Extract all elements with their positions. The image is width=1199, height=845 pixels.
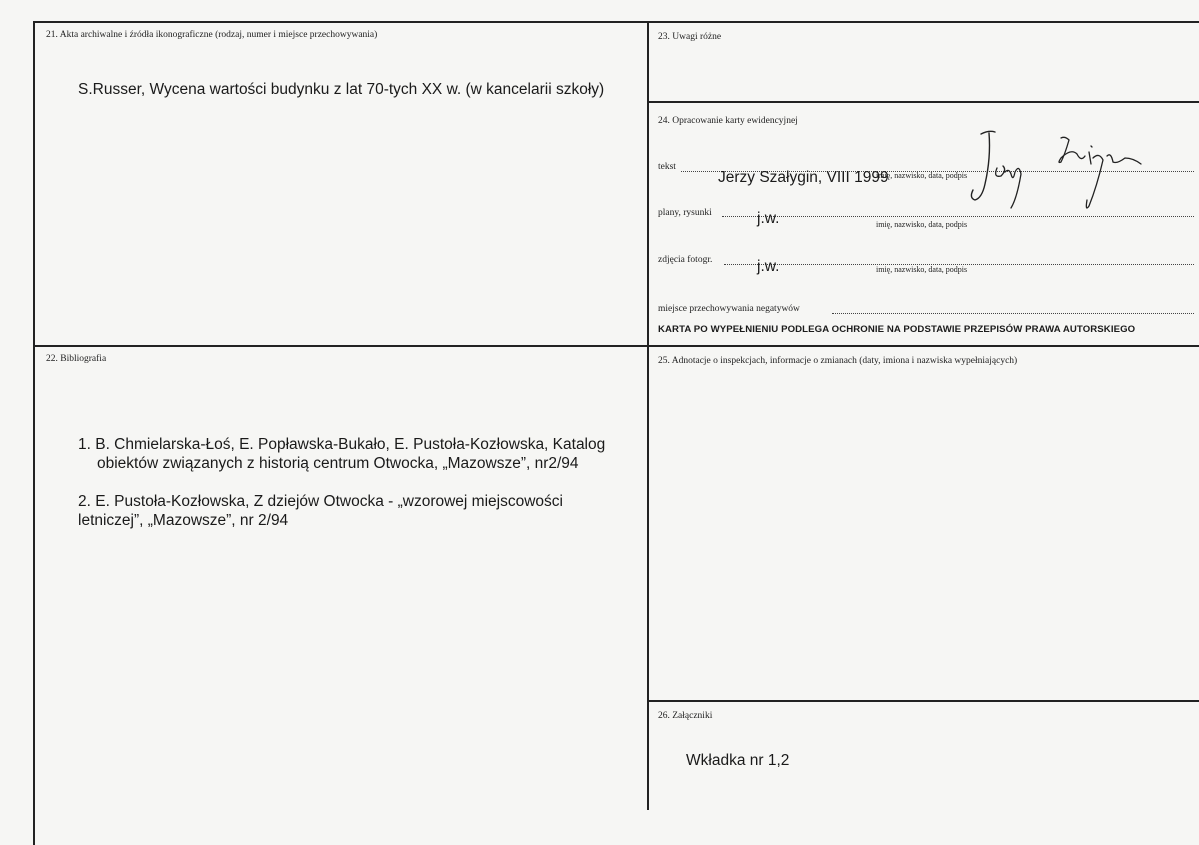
negatywy-label: miejsce przechowywania negatywów bbox=[658, 304, 800, 314]
section-25-label: 25. Adnotacje o inspekcjach, informacje o zmianach (daty, imiona i nazwiska wypełniających) bbox=[658, 356, 1018, 366]
negatywy-dotted-line bbox=[832, 313, 1194, 314]
middle-horizontal-line bbox=[33, 345, 1199, 347]
tekst-label: tekst bbox=[658, 162, 676, 172]
signature bbox=[965, 128, 1150, 213]
section-22-label: 22. Bibliografia bbox=[46, 354, 107, 364]
column-divider-line bbox=[647, 21, 649, 810]
plany-label: plany, rysunki bbox=[658, 208, 712, 218]
bibliography-item: 2. E. Pustoła-Kozłowska, Z dziejów Otwocka - „wzorowej miejscowości letniczej”, „Mazowsze”, nr 2/94 bbox=[78, 493, 563, 529]
copyright-notice: KARTA PO WYPEŁNIENIU PODLEGA OCHRONIE NA PODSTAWIE PRZEPISÓW PRAWA AUTORSKIEGO bbox=[658, 324, 1136, 335]
section-21-label: 21. Akta archiwalne i źródła ikonograficzne (rodzaj, numer i miejsce przechowywania) bbox=[46, 30, 378, 40]
tekst-hint: imię, nazwisko, data, podpis bbox=[876, 171, 968, 180]
right-divider-23-24 bbox=[647, 101, 1199, 103]
tekst-value: Jerzy Szałygin, VIII 1999 bbox=[718, 169, 889, 186]
top-border-line bbox=[33, 21, 1199, 23]
section-23-label: 23. Uwagi różne bbox=[658, 32, 722, 42]
plany-value: j.w. bbox=[757, 210, 780, 227]
section-24-label: 24. Opracowanie karty ewidencyjnej bbox=[658, 116, 798, 126]
zdjecia-label: zdjęcia fotogr. bbox=[658, 255, 713, 265]
right-divider-25-26 bbox=[647, 700, 1199, 702]
plany-hint: imię, nazwisko, data, podpis bbox=[876, 220, 968, 229]
zdjecia-hint: imię, nazwisko, data, podpis bbox=[876, 265, 968, 274]
plany-dotted-line bbox=[722, 216, 1194, 217]
section-21-text: S.Russer, Wycena wartości budynku z lat 70-tych XX w. (w kancelarii szkoły) bbox=[78, 81, 605, 98]
section-26-label: 26. Załączniki bbox=[658, 711, 713, 721]
zdjecia-value: j.w. bbox=[757, 258, 780, 275]
section-26-text: Wkładka nr 1,2 bbox=[686, 752, 790, 769]
bibliography-item: 1. B. Chmielarska-Łoś, E. Popławska-Bukało, E. Pustoła-Kozłowska, Katalog obiektów związanych z historią centrum Otwocka, „Mazowsze”, nr2/94 bbox=[78, 436, 606, 472]
left-border-line bbox=[33, 21, 35, 845]
